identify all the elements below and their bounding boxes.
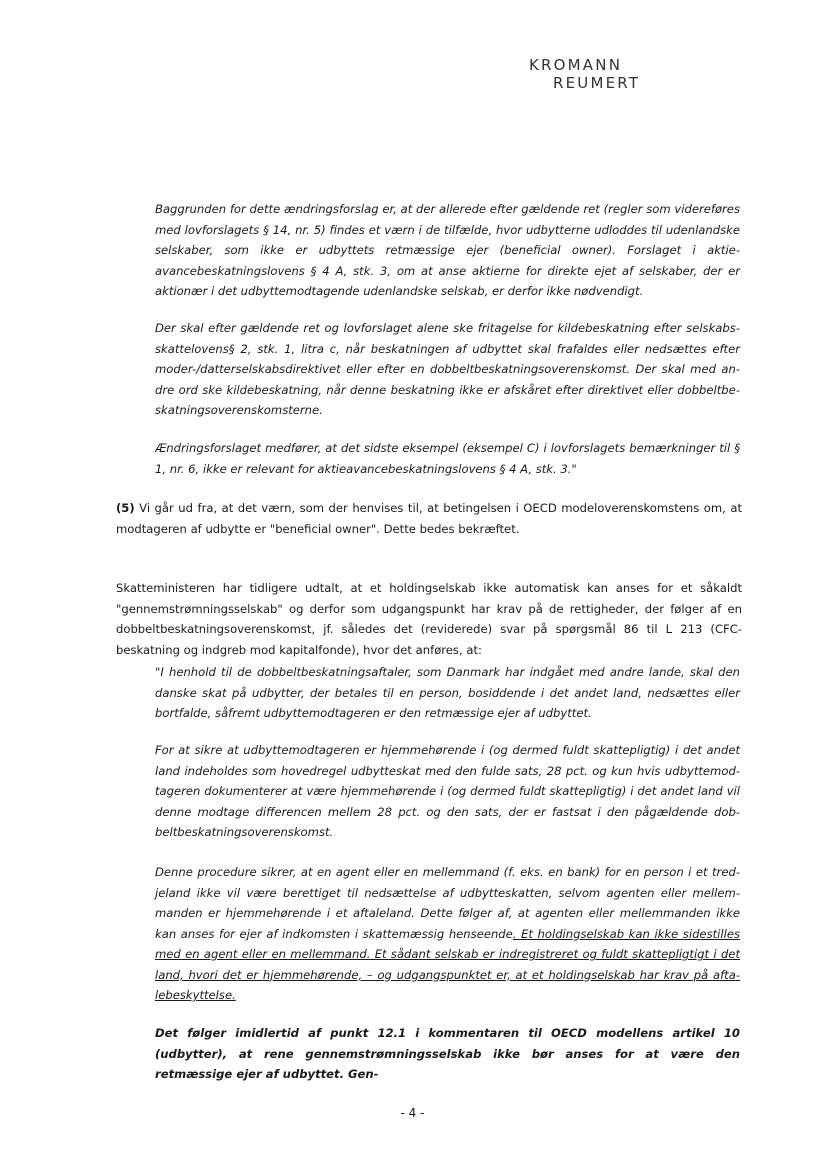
quoted-paragraph-5: For at sikre at udbyttemodtageren er hjemmehørende i (og dermed fuldt skattepligtig) i det andet land indeholdes som hovedregel udbytteskat med den fulde sats, 28 pct. og kun hvis udbyttemodtageren dokumenterer at være hjemmehørende i (og dermed fuldt skattepligtig) i det andet land vil denne modtage differencen mellem 28 pct. og den sats, der er fastsat i den pågældende dobbeltbeskatningsoverenskomst. (155, 743, 740, 839)
quoted-paragraph-6 (155, 862, 740, 1006)
body-paragraph-tax-minister: Skatteministeren har tidligere udtalt, at et holdingselskab ikke automatisk kan anses for et såkaldt "gennemstrømningsselskab" og derfor som udgangspunkt har krav på de rettigheder, der følger af en dobbeltbeskatningsoverenskomst, jf. således det (reviderede) svar på spørgsmål 86 til L 213 (CFC-beskatning og indgreb mod kapitalfonde), hvor det anføres, at: (116, 581, 742, 657)
quoted-paragraph-2: Der skal efter gældende ret og lovforslaget alene ske fritagelse for kildebeskatning efter selskabsskattelovens§ 2, stk. 1, litra c, når beskatningen af udbyttet skal frafaldes eller nedsættes efter moder-/datterselskabsdirektivet eller efter en dobbeltbeskatningsoverenskomst. Der skal med andre ord ske kildebeskatning, når denne beskatning ikke er afskåret efter direktivet eller dobbeltbeskatningsoverenskomsterne. (155, 321, 740, 417)
company-logo (529, 56, 689, 92)
logo-line-2: REUMERT (553, 74, 641, 92)
page-number: - 4 - (400, 1106, 425, 1120)
quoted-paragraph-1: Baggrunden for dette ændringsforslag er, at der allerede efter gældende ret (regler som videreføres med lovforslagets § 14, nr. 5) findes et værn i de tilfælde, hvor udbytterne udloddes til udenlandske selskaber, som ikke er udbyttets retmæssige ejer (beneficial owner). Forslaget i aktieavancebeskatningslovens § 4 A, stk. 3, om at anse aktierne for direkte ejet af selskaber, der er aktionær i det udbyttemodtagende udenlandske selskab, er derfor ikke nødvendigt. (155, 202, 740, 298)
paragraph-5-text: Vi går ud fra, at det værn, som der henvises til, at betingelsen i OECD modeloverenskomstens om, at modtageren af udbytte er "beneficial owner". Dette bedes bekræftet. (116, 501, 742, 536)
quoted-paragraph-7: Det følger imidlertid af punkt 12.1 i kommentaren til OECD modellens artikel 10 (udbytter), at rene gennemstrømningsselskab ikke bør anses for at være den retmæssige ejer af udbyttet. Gen- (155, 1026, 740, 1081)
numbered-paragraph-5 (116, 498, 742, 539)
paragraph-number: (5) (116, 501, 135, 515)
underlined-passage: . Et holdingselskab kan ikke sidestilles med en agent eller en mellemmand. Et sådant selskab er indregistreret og fuldt skattepligtigt i det land, hvori det er hjemmehørende, – og udgangspunktet er, at et holdingselskab har krav på aftalebeskyttelse. (155, 926, 740, 1002)
paragraph-6-text: Denne procedure sikrer, at en agent eller en mellemmand (f. eks. en bank) for en person i et tredjeland ikke vil være berettiget til nedsættelse af udbytteskatten, selvom agenten eller mellemmanden er hjemmehørende i et aftaleland. Dette følger af, at agenten eller mellemmanden ikke kan anses for ejer af indkomsten i skattemæssig henseende (155, 865, 740, 941)
quoted-paragraph-4: "I henhold til de dobbeltbeskatningsaftaler, som Danmark har indgået med andre lande, skal den danske skat på udbytter, der betales til en person, bosiddende i det andet land, nedsættes eller bortfalde, såfremt udbyttemodtageren er den retmæssige ejer af udbyttet. (155, 665, 740, 720)
logo-line-1: KROMANN (529, 56, 623, 74)
quoted-paragraph-3: Ændringsforslaget medfører, at det sidste eksempel (eksempel C) i lovforslagets bemærkninger til § 1, nr. 6, ikke er relevant for aktieavancebeskatningslovens § 4 A, stk. 3." (155, 441, 740, 476)
